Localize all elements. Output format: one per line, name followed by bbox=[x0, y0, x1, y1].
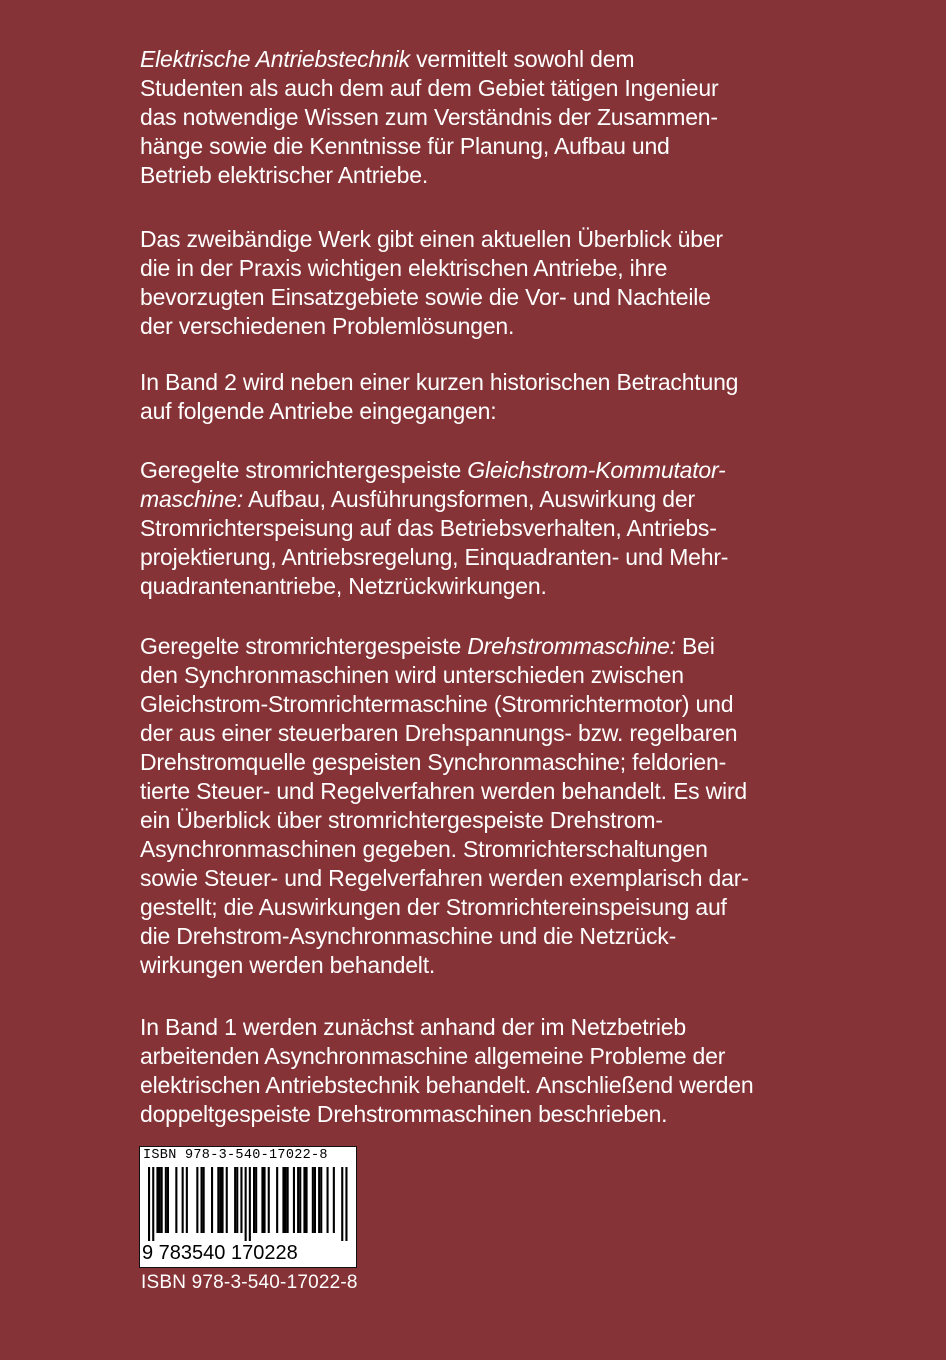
barcode-bar bbox=[293, 1167, 295, 1233]
barcode-bar bbox=[282, 1167, 284, 1233]
barcode-bar bbox=[152, 1167, 154, 1241]
barcode-bar bbox=[236, 1167, 238, 1233]
barcode-bar bbox=[186, 1167, 188, 1233]
isbn-number: ISBN 978-3-540-17022-8 bbox=[141, 1272, 358, 1293]
paragraph-overview bbox=[140, 225, 820, 341]
barcode-bar bbox=[261, 1167, 263, 1233]
book-title: Elektrische Antriebstechnik bbox=[140, 46, 410, 72]
text-line bbox=[140, 485, 820, 514]
text-line: hänge sowie die Kenntnisse für Planung, Aufbau und bbox=[140, 133, 670, 159]
barcode-bar bbox=[318, 1167, 320, 1233]
barcode-isbn-label: ISBN 978-3-540-17022-8 bbox=[143, 1148, 328, 1163]
topic-term: Drehstrommaschine: bbox=[467, 633, 676, 659]
paragraph-ac-machine bbox=[140, 632, 820, 980]
barcode-bar bbox=[175, 1167, 177, 1233]
barcode-bar bbox=[306, 1167, 308, 1233]
barcode-bar bbox=[253, 1167, 255, 1233]
text-line: der verschiedenen Problemlösungen. bbox=[140, 313, 515, 339]
paragraph-dc-machine bbox=[140, 456, 820, 601]
barcode-bars bbox=[148, 1167, 348, 1241]
text-line: In Band 1 werden zunächst anhand der im Netzbetrieb bbox=[140, 1014, 686, 1040]
barcode-bar bbox=[345, 1167, 347, 1241]
paragraph-band2-intro bbox=[140, 368, 820, 426]
text-line: ein Überblick über stromrichtergespeiste Drehstrom- bbox=[140, 807, 663, 833]
barcode-bar bbox=[211, 1167, 213, 1233]
text-line: das notwendige Wissen zum Verständnis der Zusammen- bbox=[140, 104, 718, 130]
barcode-bar bbox=[249, 1167, 251, 1241]
text-line: Betrieb elektrischer Antriebe. bbox=[140, 162, 429, 188]
barcode-bar bbox=[165, 1167, 167, 1233]
barcode-bar bbox=[161, 1167, 163, 1233]
barcode-bar bbox=[219, 1167, 221, 1233]
text-line bbox=[140, 456, 820, 485]
barcode-bar bbox=[201, 1167, 203, 1233]
text-line: quadrantenantriebe, Netzrückwirkungen. bbox=[140, 573, 547, 599]
barcode-bar bbox=[314, 1167, 316, 1233]
topic-term: maschine: bbox=[140, 486, 244, 512]
text-span: vermittelt sowohl dem bbox=[409, 46, 635, 72]
text-line: gestellt; die Auswirkungen der Stromrichtereinspeisung auf bbox=[140, 894, 727, 920]
paragraph-band1 bbox=[140, 1013, 820, 1129]
barcode-bar bbox=[217, 1167, 219, 1233]
text-line: Drehstromquelle gespeisten Synchronmaschine; feldorien- bbox=[140, 749, 727, 775]
text-span: Aufbau, Ausführungsformen, Auswirkung der bbox=[243, 486, 695, 512]
text-line: In Band 2 wird neben einer kurzen historischen Betrachtung bbox=[140, 369, 739, 395]
text-line: die Drehstrom-Asynchronmaschine und die Netzrück- bbox=[140, 923, 677, 949]
barcode-bar bbox=[264, 1167, 266, 1233]
barcode-bar bbox=[268, 1167, 270, 1233]
barcode-bar bbox=[196, 1167, 198, 1233]
text-line: tierte Steuer- und Regelverfahren werden behandelt. Es wird bbox=[140, 778, 747, 804]
text-line: die in der Praxis wichtigen elektrischen Antriebe, ihre bbox=[140, 255, 668, 281]
barcode-bar bbox=[287, 1167, 289, 1233]
text-line: Studenten als auch dem auf dem Gebiet tätigen Ingenieur bbox=[140, 75, 719, 101]
barcode-bar bbox=[226, 1167, 228, 1233]
barcode-bar bbox=[299, 1167, 301, 1233]
barcode-bar bbox=[312, 1167, 314, 1233]
barcode-bar bbox=[303, 1167, 305, 1233]
text-line: Asynchronmaschinen gegeben. Stromrichterschaltungen bbox=[140, 836, 708, 862]
text-line: elektrischen Antriebstechnik behandelt. Anschließend werden bbox=[140, 1072, 754, 1098]
paragraph-intro bbox=[140, 45, 820, 190]
barcode-bar bbox=[156, 1167, 158, 1233]
barcode-bar bbox=[240, 1167, 242, 1233]
barcode-bar bbox=[320, 1167, 322, 1233]
barcode-digits: 9 783540 170228 bbox=[142, 1241, 354, 1265]
barcode-bar bbox=[333, 1167, 335, 1233]
barcode-bar bbox=[341, 1167, 343, 1241]
barcode-bar bbox=[182, 1167, 184, 1233]
text-line: Gleichstrom-Stromrichtermaschine (Stromrichtermotor) und bbox=[140, 691, 734, 717]
text-line: der aus einer steuerbaren Drehspannungs- bzw. regelbaren bbox=[140, 720, 738, 746]
text-span: Geregelte stromrichtergespeiste bbox=[140, 633, 468, 659]
barcode-bar bbox=[285, 1167, 287, 1233]
barcode-bar bbox=[255, 1167, 257, 1233]
barcode-bar bbox=[297, 1167, 299, 1233]
barcode-bar bbox=[276, 1167, 278, 1233]
text-span: Geregelte stromrichtergespeiste bbox=[140, 457, 468, 483]
text-line: doppeltgespeiste Drehstrommaschinen beschrieben. bbox=[140, 1101, 668, 1127]
text-span: Bei bbox=[675, 633, 715, 659]
text-line: Das zweibändige Werk gibt einen aktuellen Überblick über bbox=[140, 226, 723, 252]
text-line: projektierung, Antriebsregelung, Einquadranten- und Mehr- bbox=[140, 544, 729, 570]
topic-term: Gleichstrom-Kommutator- bbox=[467, 457, 726, 483]
text-line bbox=[140, 45, 820, 74]
text-line: auf folgende Antriebe eingegangen: bbox=[140, 398, 497, 424]
text-line bbox=[140, 632, 820, 661]
barcode-bar bbox=[167, 1167, 169, 1233]
barcode-bar bbox=[159, 1167, 161, 1233]
barcode-bar bbox=[148, 1167, 150, 1241]
barcode-bar bbox=[203, 1167, 205, 1233]
text-line: arbeitenden Asynchronmaschine allgemeine Probleme der bbox=[140, 1043, 726, 1069]
barcode-bar bbox=[245, 1167, 247, 1241]
text-line: den Synchronmaschinen wird unterschieden zwischen bbox=[140, 662, 684, 688]
isbn-barcode bbox=[139, 1146, 357, 1268]
barcode-bar bbox=[234, 1167, 236, 1233]
text-line: sowie Steuer- und Regelverfahren werden exemplarisch dar- bbox=[140, 865, 749, 891]
text-line: wirkungen werden behandelt. bbox=[140, 952, 436, 978]
barcode-bar bbox=[222, 1167, 224, 1233]
text-line: bevorzugten Einsatzgebiete sowie die Vor- und Nachteile bbox=[140, 284, 711, 310]
text-line: Stromrichterspeisung auf das Betriebsverhalten, Antriebs- bbox=[140, 515, 717, 541]
barcode-bar bbox=[327, 1167, 329, 1233]
